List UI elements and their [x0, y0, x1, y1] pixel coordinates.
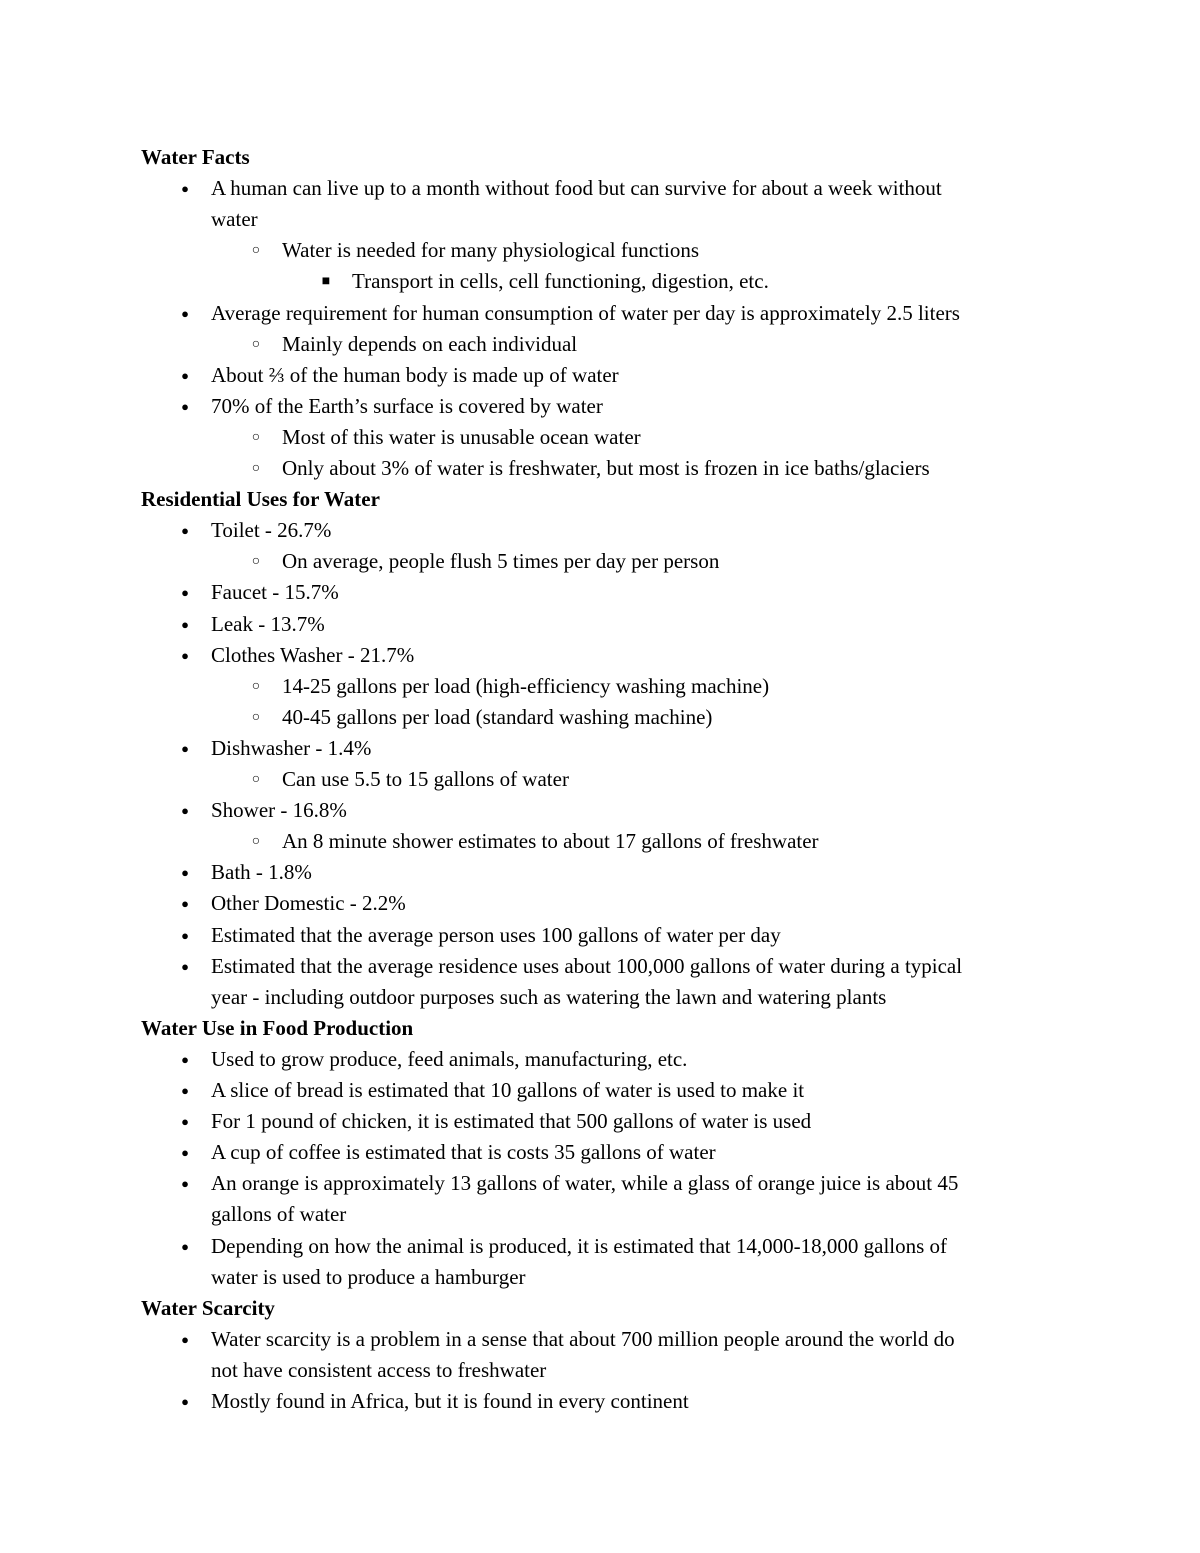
bullet-level-1-icon: ● — [181, 958, 189, 974]
list-item — [0, 453, 1200, 484]
bullet-level-1-icon: ● — [181, 865, 189, 881]
bullet-level-2-icon: ○ — [251, 429, 261, 445]
list-item-text: not have consistent access to freshwater — [211, 1357, 547, 1382]
list-item-text: 70% of the Earth’s surface is covered by water — [211, 393, 603, 418]
list-item — [0, 1106, 1200, 1137]
list-item-text: Transport in cells, cell functioning, digestion, etc. — [352, 269, 769, 294]
bullet-level-1-icon: ● — [181, 803, 189, 819]
list-item-text: Mostly found in Africa, but it is found in every continent — [211, 1389, 689, 1413]
list-item — [0, 951, 1200, 982]
list-item-text: A human can live up to a month without food but can survive for about a week without — [211, 176, 942, 201]
list-item — [0, 1168, 1200, 1199]
list-item — [0, 391, 1200, 422]
bullet-level-1-icon: ● — [181, 585, 189, 601]
list-item-text: Used to grow produce, feed animals, manufacturing, etc. — [211, 1046, 688, 1071]
list-item-text: Only about 3% of water is freshwater, but most is frozen in ice baths/glaciers — [282, 456, 930, 480]
list-item-text: Estimated that the average residence uses about 100,000 gallons of water during a typical — [211, 953, 963, 978]
list-item — [0, 982, 1200, 1013]
list-item — [0, 640, 1200, 671]
list-item — [0, 235, 1200, 266]
bullet-level-1-icon: ● — [181, 1051, 189, 1067]
list-item-text: Toilet - 26.7% — [211, 518, 332, 543]
list-item — [0, 702, 1200, 733]
list-item-text: Shower - 16.8% — [211, 798, 347, 823]
list-item — [0, 1199, 1200, 1230]
list-item-text: Can use 5.5 to 15 gallons of water — [282, 767, 569, 791]
list-item-text: Water scarcity is a problem in a sense that about 700 million people around the world do — [211, 1326, 955, 1351]
list-item-text: Most of this water is unusable ocean water — [282, 424, 641, 449]
list-item — [0, 609, 1200, 640]
bullet-level-1-icon: ● — [181, 927, 189, 943]
list-item — [0, 577, 1200, 608]
list-item — [0, 1355, 1200, 1386]
list-item-text: Average requirement for human consumption of water per day is approximately 2.5 liters — [211, 300, 960, 325]
list-item — [0, 1231, 1200, 1262]
list-item-text: year - including outdoor purposes such as watering the lawn and watering plants — [211, 984, 887, 1009]
list-item — [0, 733, 1200, 764]
list-item — [0, 422, 1200, 453]
list-item — [0, 204, 1200, 235]
list-item-text: Bath - 1.8% — [211, 860, 312, 885]
section-heading-line — [0, 484, 1200, 515]
list-item-text: 40-45 gallons per load (standard washing machine) — [282, 704, 713, 729]
list-item-text: Estimated that the average person uses 100 gallons of water per day — [211, 922, 781, 947]
list-item — [0, 671, 1200, 702]
list-item-text: water is used to produce a hamburger — [211, 1264, 526, 1289]
bullet-level-2-icon: ○ — [251, 678, 261, 694]
list-item — [0, 329, 1200, 360]
list-item-text: An orange is approximately 13 gallons of water, while a glass of orange juice is about 45 — [211, 1171, 959, 1196]
bullet-level-2-icon: ○ — [251, 772, 261, 787]
list-item — [0, 298, 1200, 329]
bullet-level-2-icon: ○ — [251, 554, 261, 570]
list-item — [0, 1324, 1200, 1355]
section-heading-line — [0, 1013, 1200, 1044]
list-item — [0, 1075, 1200, 1106]
bullet-level-1-icon: ● — [181, 1114, 189, 1130]
list-item — [0, 888, 1200, 919]
bullet-level-1-icon: ● — [181, 896, 189, 912]
list-item-text: water — [211, 207, 258, 232]
bullet-level-1-icon: ● — [181, 740, 189, 756]
list-item — [0, 1262, 1200, 1293]
bullet-level-1-icon: ● — [181, 616, 189, 632]
bullet-level-1-icon: ● — [181, 367, 189, 383]
bullet-level-1-icon: ● — [181, 1145, 189, 1161]
list-item — [0, 360, 1200, 391]
list-item — [0, 266, 1200, 297]
bullet-level-2-icon: ○ — [251, 336, 261, 352]
list-item — [0, 857, 1200, 888]
list-item — [0, 546, 1200, 577]
list-item-text: On average, people flush 5 times per day per person — [282, 549, 720, 574]
list-item-text: Water is needed for many physiological functions — [282, 238, 700, 263]
bullet-level-2-icon: ○ — [251, 461, 261, 476]
list-item-text: A cup of coffee is estimated that is costs 35 gallons of water — [211, 1140, 716, 1165]
bullet-level-1-icon: ● — [181, 181, 189, 197]
list-item-text: Leak - 13.7% — [211, 611, 325, 636]
list-item-text: 14-25 gallons per load (high-efficiency washing machine) — [282, 673, 770, 698]
list-item-text: Other Domestic - 2.2% — [211, 891, 406, 916]
section-heading: Water Facts — [141, 145, 250, 169]
list-item — [0, 1044, 1200, 1075]
bullet-level-1-icon: ● — [181, 1331, 189, 1347]
bullet-level-1-icon: ● — [181, 1176, 189, 1192]
bullet-level-1-icon: ● — [181, 523, 189, 539]
bullet-level-3-icon: ■ — [321, 274, 331, 290]
list-item — [0, 173, 1200, 204]
section-heading: Water Use in Food Production — [141, 1015, 414, 1040]
list-item-text: Clothes Washer - 21.7% — [211, 642, 415, 667]
bullet-level-2-icon: ○ — [251, 834, 261, 850]
list-item-text: For 1 pound of chicken, it is estimated that 500 gallons of water is used — [211, 1109, 812, 1134]
bullet-level-1-icon: ● — [181, 1238, 189, 1254]
section-heading-line — [0, 1293, 1200, 1324]
list-item-text: Mainly depends on each individual — [282, 331, 578, 356]
list-item-text: Faucet - 15.7% — [211, 580, 339, 605]
bullet-level-1-icon: ● — [181, 305, 189, 321]
list-item-text: gallons of water — [211, 1202, 347, 1227]
list-item-text: Dishwasher - 1.4% — [211, 735, 372, 760]
section-heading: Water Scarcity — [141, 1295, 275, 1320]
list-item — [0, 920, 1200, 951]
list-item — [0, 1137, 1200, 1168]
list-item — [0, 826, 1200, 857]
section-heading-line — [0, 142, 1200, 173]
list-item — [0, 515, 1200, 546]
list-item-text: A slice of bread is estimated that 10 gallons of water is used to make it — [211, 1078, 805, 1102]
section-heading: Residential Uses for Water — [141, 487, 380, 512]
bullet-level-2-icon: ○ — [251, 243, 261, 259]
list-item — [0, 764, 1200, 795]
bullet-level-1-icon: ● — [181, 647, 189, 663]
list-item — [0, 1386, 1200, 1417]
list-item-text: An 8 minute shower estimates to about 17 gallons of freshwater — [282, 829, 819, 854]
list-item-text: About ⅔ of the human body is made up of water — [211, 362, 619, 387]
list-item-text: Depending on how the animal is produced, it is estimated that 14,000-18,000 gallons of — [211, 1233, 948, 1258]
bullet-level-2-icon: ○ — [251, 709, 261, 725]
bullet-level-1-icon: ● — [181, 398, 189, 414]
list-item — [0, 795, 1200, 826]
bullet-level-1-icon: ● — [181, 1083, 189, 1098]
bullet-level-1-icon: ● — [181, 1394, 189, 1409]
